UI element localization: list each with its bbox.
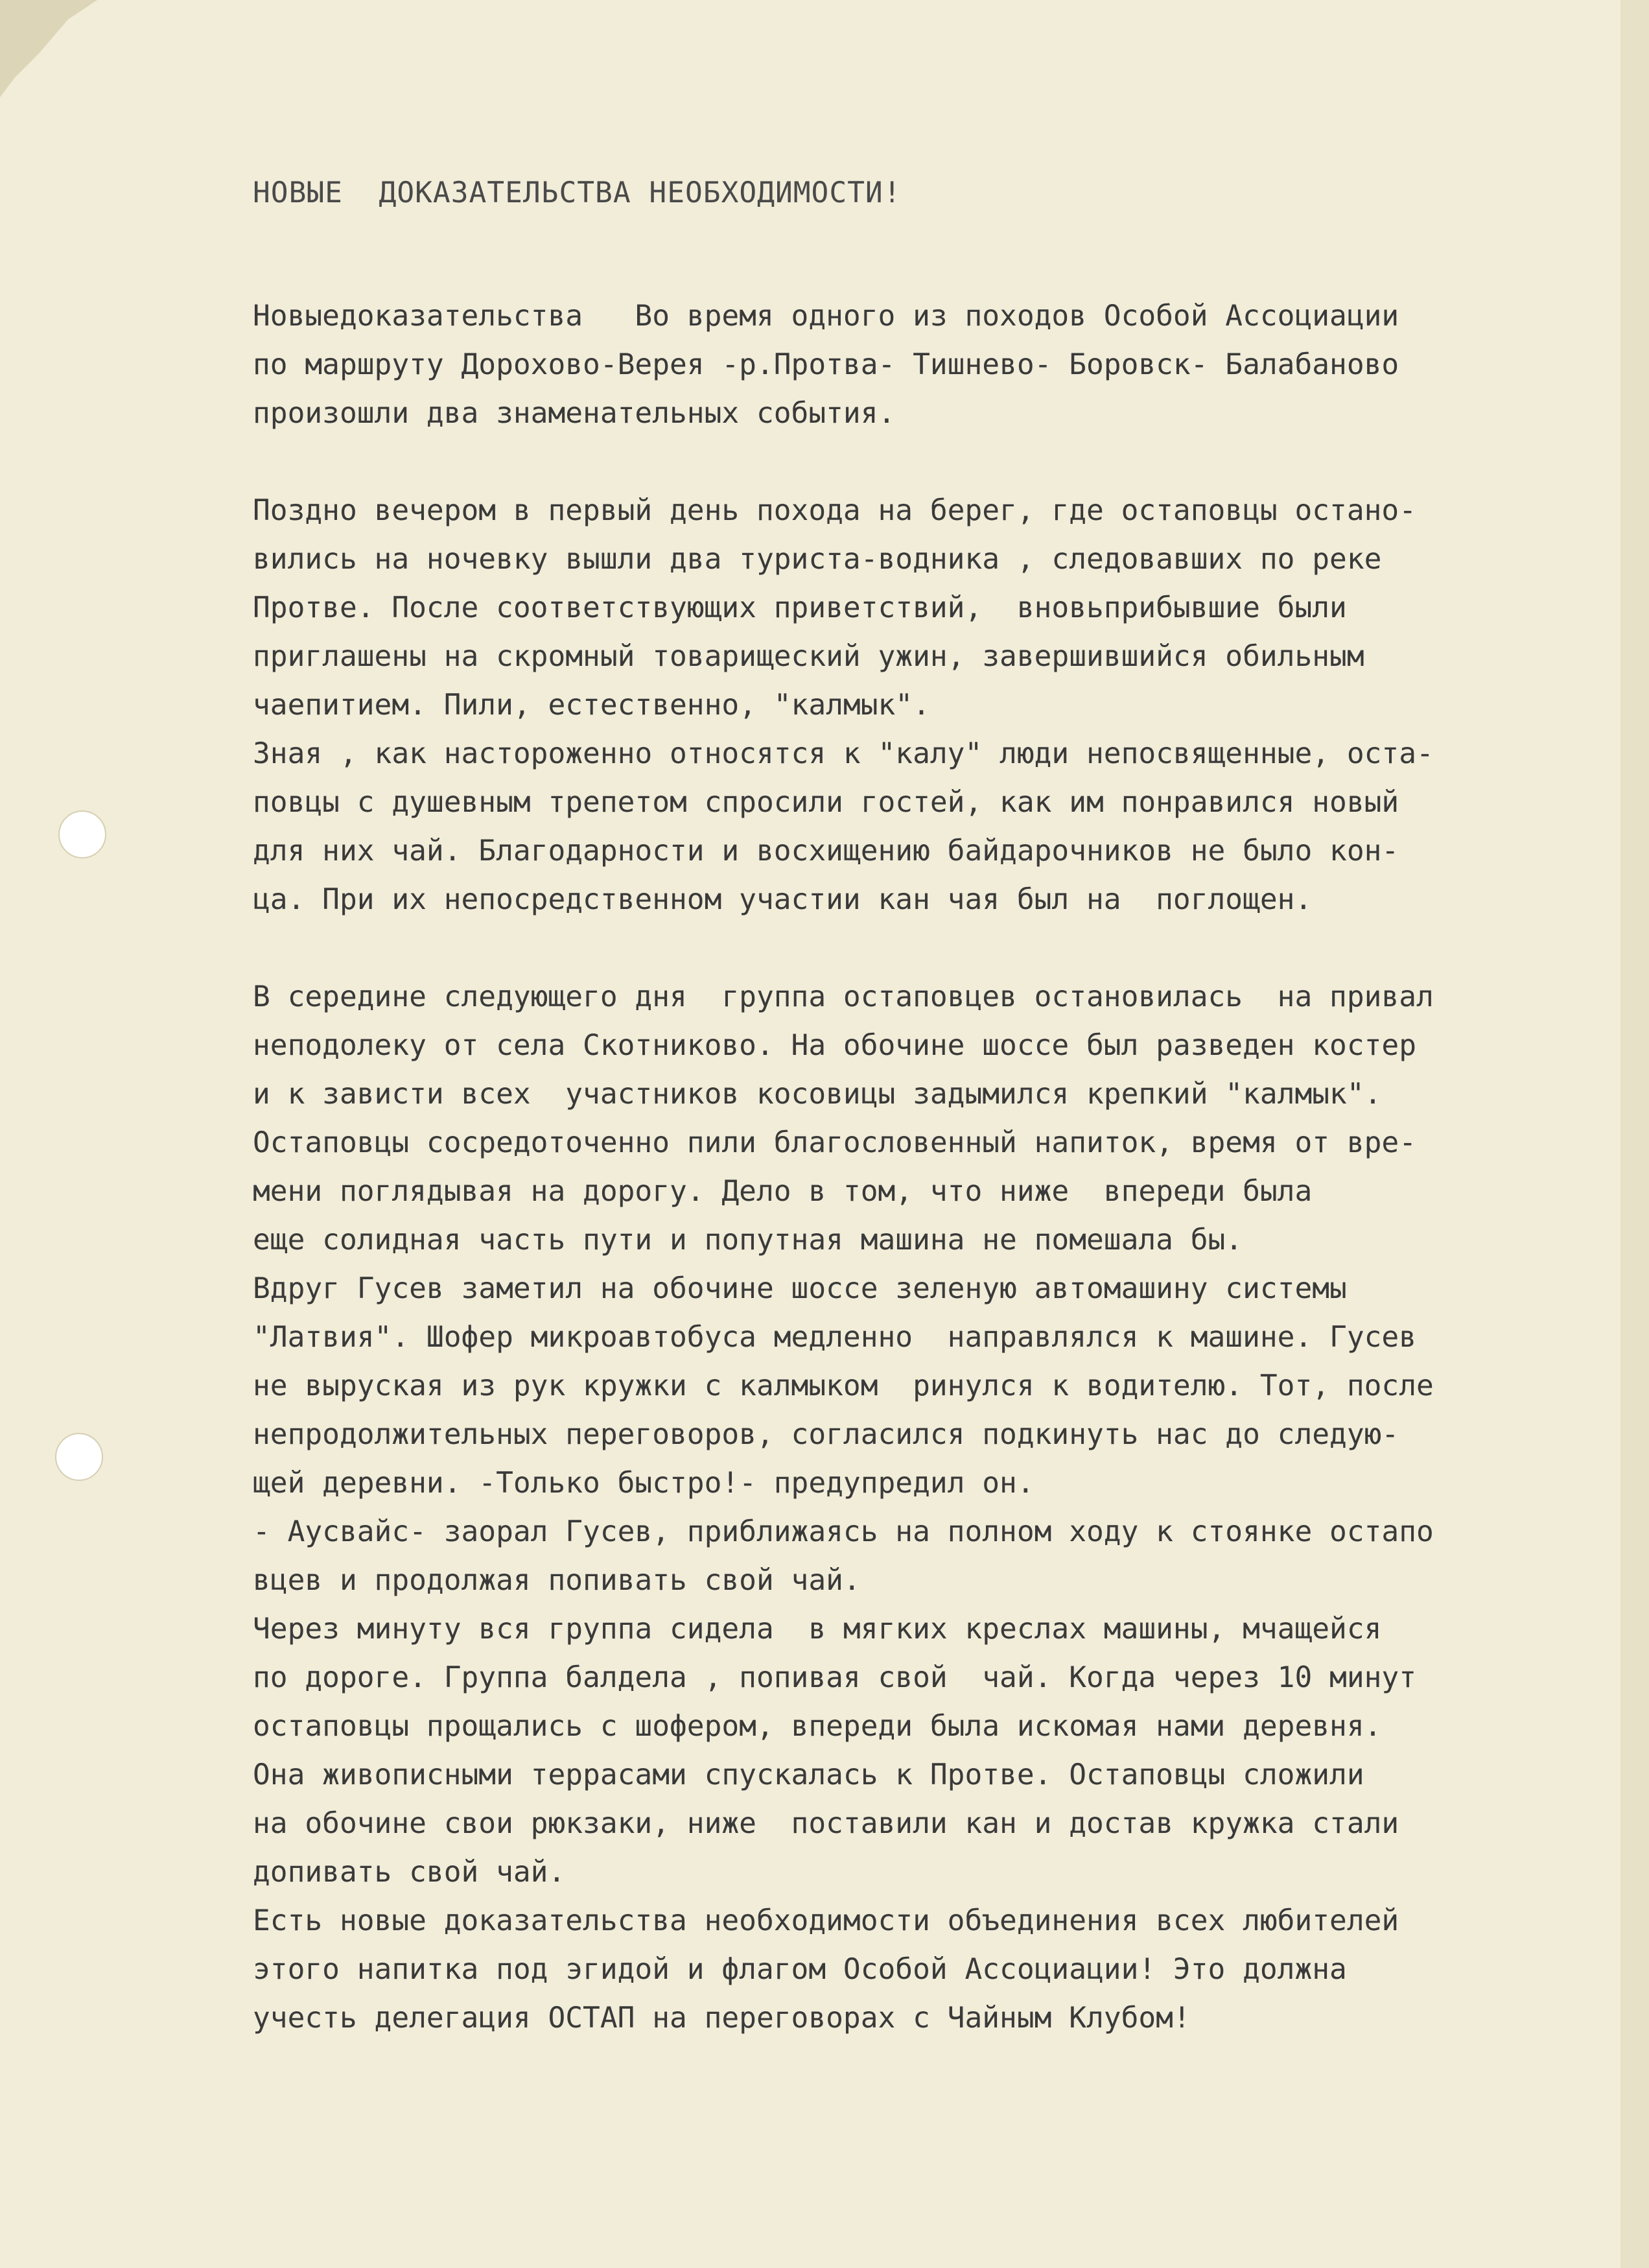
text-line: остаповцы прощались с шофером, впереди была искомая нами деревня. [253, 1710, 1382, 1743]
text-line: вцев и продолжая попивать свой чай. [253, 1564, 861, 1597]
text-line: Поздно вечером в первый день похода на берег, где остаповцы остано- [253, 494, 1417, 527]
text-line: допивать свой чай. [253, 1856, 566, 1889]
text-line: по дороге. Группа балдела , попивая свой чай. Когда через 10 минут [253, 1661, 1417, 1694]
text-line: приглашены на скромный товарищеский ужин, завершившийся обильным [253, 640, 1364, 673]
text-line: Протве. После соответствующих приветствий, вновьприбывшие были [253, 591, 1347, 624]
text-line: "Латвия". Шофер микроавтобуса медленно направлялся к машине. Гусев [253, 1321, 1417, 1354]
text-line: мени поглядывая на дорогу. Дело в том, что ниже впереди была [253, 1175, 1313, 1208]
text-line: вились на ночевку вышли два туриста-водника , следовавших по реке [253, 543, 1382, 576]
text-line: по маршруту Дорохово-Верея -р.Протва- Тишнево- Боровск- Балабаново [253, 348, 1399, 381]
text-line: этого напитка под эгидой и флагом Особой Ассоциации! Это должна [253, 1953, 1347, 1986]
punch-hole-top [58, 810, 106, 858]
text-line: Новыедоказательства Во время одного из походов Особой Ассоциации [253, 300, 1399, 333]
text-line: Зная , как настороженно относятся к "калу" люди непосвященные, оста- [253, 737, 1434, 770]
text-line: произошли два знаменательных события. [253, 397, 896, 430]
text-line: Вдруг Гусев заметил на обочине шоссе зеленую автомашину системы [253, 1272, 1347, 1305]
text-line: Через минуту вся группа сидела в мягких креслах машины, мчащейся [253, 1612, 1382, 1646]
text-line: Она живописными террасами спускалась к Протве. Остаповцы сложили [253, 1758, 1364, 1791]
paragraph-next-day [253, 973, 1614, 2042]
paragraph-evening [253, 486, 1614, 924]
text-line: повцы с душевным трепетом спросили гостей, как им понравился новый [253, 786, 1399, 819]
text-line: чаепитием. Пили, естественно, "калмык". [253, 689, 930, 722]
text-line: еще солидная часть пути и попутная машина не помешала бы. [253, 1223, 1243, 1257]
text-line: учесть делегация ОСТАП на переговорах с Чайным Клубом! [253, 2002, 1191, 2035]
text-line: Есть новые доказательства необходимости объединения всех любителей [253, 1904, 1399, 1937]
text-line: для них чай. Благодарности и восхищению байдарочников не было кон- [253, 834, 1399, 868]
text-line: на обочине свои рюкзаки, ниже поставили кан и достав кружка стали [253, 1807, 1399, 1840]
sheet-edge-shadow [1620, 0, 1649, 2268]
typewritten-text [253, 169, 1614, 2042]
text-line: не выруская из рук кружки с калмыком ринулся к водителю. Тот, после [253, 1369, 1434, 1402]
text-line: и к зависти всех участников косовицы задымился крепкий "калмык". [253, 1078, 1382, 1111]
paragraph-intro [253, 292, 1614, 438]
text-line: - Аусвайс- заорал Гусев, приближаясь на полном ходу к стоянке остапо [253, 1515, 1434, 1548]
text-line: ца. При их непосредственном участии кан чая был на поглощен. [253, 883, 1313, 916]
text-line: Остаповцы сосредоточенно пили благословенный напиток, время от вре- [253, 1126, 1417, 1159]
punch-hole-bottom [55, 1433, 103, 1481]
text-line: непродолжительных переговоров, согласился подкинуть нас до следую- [253, 1418, 1399, 1451]
text-line: неподолеку от села Скотниково. На обочине шоссе был разведен костер [253, 1029, 1417, 1062]
document-title: НОВЫЕ ДОКАЗАТЕЛЬСТВА НЕОБХОДИМОСТИ! [253, 176, 902, 209]
text-line: щей деревни. -Только быстро!- предупредил он. [253, 1467, 1035, 1500]
text-line: В середине следующего дня группа остаповцев остановилась на привал [253, 980, 1434, 1013]
